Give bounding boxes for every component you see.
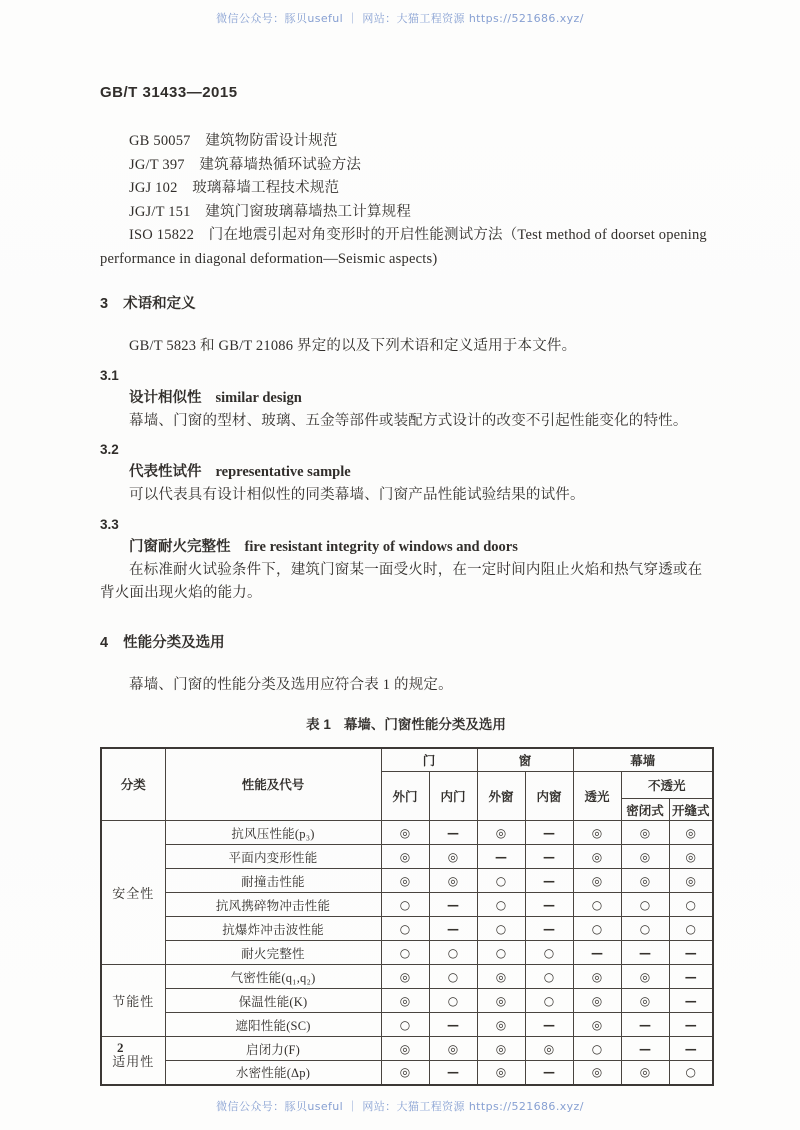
cell-symbol: ○ bbox=[573, 917, 621, 941]
term-3-2-title bbox=[100, 461, 712, 484]
row-label: 耐火完整性 bbox=[165, 941, 381, 965]
th-category: 分类 bbox=[101, 748, 165, 821]
cell-symbol: — bbox=[669, 1037, 713, 1061]
cell-symbol: ◎ bbox=[621, 845, 669, 869]
th-exterior-window: 外窗 bbox=[477, 772, 525, 821]
reference-item: JGJ 102 玻璃幕墙工程技术规范 bbox=[129, 180, 340, 196]
term-3-2-zh: 代表性试件 bbox=[129, 464, 202, 480]
row-label: 水密性能(Δp) bbox=[165, 1061, 381, 1085]
term-3-1-zh: 设计相似性 bbox=[129, 389, 202, 406]
cell-symbol: ◎ bbox=[621, 989, 669, 1013]
table-row bbox=[101, 989, 713, 1013]
term-3-3-number: 3.3 bbox=[100, 516, 119, 532]
cell-symbol: ○ bbox=[381, 893, 429, 917]
cell-symbol: ◎ bbox=[573, 989, 621, 1013]
page-content bbox=[100, 84, 712, 1086]
cell-symbol: ◎ bbox=[621, 1061, 669, 1085]
cell-symbol: — bbox=[525, 821, 573, 845]
reference-item: JGJ/T 151 建筑门窗玻璃幕墙热工计算规程 bbox=[129, 203, 412, 220]
cell-symbol: — bbox=[429, 917, 477, 941]
row-label: 平面内变形性能 bbox=[165, 845, 381, 869]
cell-symbol: — bbox=[669, 941, 713, 965]
cell-symbol: ◎ bbox=[477, 1061, 525, 1085]
section-4-heading bbox=[100, 632, 712, 655]
cell-symbol: — bbox=[669, 989, 713, 1013]
th-curtain-wall-group: 幕墙 bbox=[573, 748, 713, 772]
term-3-3-definition: 在标准耐火试验条件下，建筑门窗某一面受火时，在一定时间内阻止火焰和热气穿透或在背火面出现火焰的能力。 bbox=[100, 561, 703, 601]
cell-symbol: ◎ bbox=[573, 1013, 621, 1037]
watermark-top: 微信公众号：豚贝useful ｜ 网站：大猫工程资源 https://521686.xyz/ bbox=[216, 12, 584, 25]
th-translucent: 透光 bbox=[573, 772, 621, 821]
cell-symbol: ◎ bbox=[381, 1061, 429, 1085]
cell-symbol: ◎ bbox=[573, 1061, 621, 1085]
cell-symbol: ○ bbox=[477, 893, 525, 917]
term-3-3-zh: 门窗耐火完整性 bbox=[129, 538, 231, 555]
cell-symbol: — bbox=[525, 1061, 573, 1085]
row-label: 抗风压性能(p₃) bbox=[165, 821, 381, 845]
cell-symbol: ◎ bbox=[669, 821, 713, 845]
section-4-number: 4 bbox=[100, 634, 109, 651]
term-3-2-number: 3.2 bbox=[100, 442, 119, 457]
reference-item: ISO 15822 门在地震引起对角变形时的开启性能测试方法（Test method of doorset opening performance in diagonal deformation—Seismic aspects) bbox=[100, 227, 707, 267]
table-1-caption bbox=[100, 713, 712, 733]
reference-item: JG/T 397 建筑幕墙热循环试验方法 bbox=[129, 156, 362, 173]
cell-symbol: ○ bbox=[669, 1061, 713, 1085]
cell-symbol: ○ bbox=[381, 1013, 429, 1037]
cell-symbol: ◎ bbox=[573, 821, 621, 845]
category-energy-saving: 节能性 bbox=[101, 965, 165, 1037]
term-3-1-title bbox=[100, 387, 712, 410]
cell-symbol: ○ bbox=[429, 965, 477, 989]
row-label: 遮阳性能(SC) bbox=[165, 1013, 381, 1037]
category-applicability: 适用性 bbox=[101, 1037, 165, 1085]
cell-symbol: ○ bbox=[573, 893, 621, 917]
cell-symbol: — bbox=[669, 965, 713, 989]
table-row bbox=[101, 845, 713, 869]
cell-symbol: ○ bbox=[621, 917, 669, 941]
cell-symbol: ○ bbox=[381, 941, 429, 965]
cell-symbol: — bbox=[429, 1061, 477, 1085]
cell-symbol: — bbox=[621, 941, 669, 965]
term-3-2-en: representative sample bbox=[215, 464, 351, 480]
th-window-group: 窗 bbox=[477, 748, 573, 772]
cell-symbol: ◎ bbox=[573, 965, 621, 989]
th-opaque: 不透光 bbox=[621, 772, 713, 799]
cell-symbol: ○ bbox=[429, 941, 477, 965]
cell-symbol: ○ bbox=[477, 917, 525, 941]
table-row bbox=[101, 893, 713, 917]
row-label: 耐撞击性能 bbox=[165, 869, 381, 893]
table-row bbox=[101, 821, 713, 845]
cell-symbol: ◎ bbox=[669, 869, 713, 893]
cell-symbol: ◎ bbox=[477, 821, 525, 845]
cell-symbol: — bbox=[621, 1013, 669, 1037]
th-interior-door: 内门 bbox=[429, 772, 477, 821]
cell-symbol: ◎ bbox=[429, 869, 477, 893]
section-3-heading bbox=[100, 293, 712, 316]
term-3-1-definition: 幕墙、门窗的型材、玻璃、五金等部件或装配方式设计的改变不引起性能变化的特性。 bbox=[129, 412, 688, 429]
cell-symbol: — bbox=[429, 821, 477, 845]
cell-symbol: — bbox=[525, 869, 573, 893]
table-row bbox=[101, 1037, 713, 1061]
watermark-bottom: 微信公众号：豚贝useful ｜ 网站：大猫工程资源 https://521686.xyz/ bbox=[216, 1100, 584, 1113]
cell-symbol: ◎ bbox=[381, 1037, 429, 1061]
cell-symbol: ◎ bbox=[477, 1037, 525, 1061]
term-3-2-definition: 可以代表具有设计相似性的同类幕墙、门窗产品性能试验结果的试件。 bbox=[129, 487, 585, 503]
table-row bbox=[101, 917, 713, 941]
section-3-intro: GB/T 5823 和 GB/T 21086 界定的以及下列术语和定义适用于本文件。 bbox=[129, 338, 577, 354]
cell-symbol: ○ bbox=[573, 1037, 621, 1061]
term-3-1-number: 3.1 bbox=[100, 367, 119, 383]
table-1-caption-label: 表 1 bbox=[306, 717, 331, 732]
cell-symbol: ○ bbox=[381, 917, 429, 941]
row-label: 保温性能(K) bbox=[165, 989, 381, 1013]
row-label: 启闭力(F) bbox=[165, 1037, 381, 1061]
cell-symbol: ◎ bbox=[669, 845, 713, 869]
cell-symbol: ◎ bbox=[525, 1037, 573, 1061]
table-row bbox=[101, 965, 713, 989]
cell-symbol: — bbox=[525, 1013, 573, 1037]
table-1-caption-title: 幕墙、门窗性能分类及选用 bbox=[343, 717, 506, 732]
row-label: 抗爆炸冲击波性能 bbox=[165, 917, 381, 941]
cell-symbol: ◎ bbox=[477, 965, 525, 989]
cell-symbol: — bbox=[477, 845, 525, 869]
cell-symbol: ○ bbox=[621, 893, 669, 917]
th-open-joint-type: 开缝式 bbox=[669, 799, 713, 821]
row-label: 气密性能(q₁,q₂) bbox=[165, 965, 381, 989]
cell-symbol: — bbox=[525, 917, 573, 941]
cell-symbol: ○ bbox=[477, 941, 525, 965]
cell-symbol: ◎ bbox=[381, 869, 429, 893]
cell-symbol: ◎ bbox=[477, 1013, 525, 1037]
cell-symbol: — bbox=[525, 845, 573, 869]
cell-symbol: — bbox=[429, 1013, 477, 1037]
term-3-3-title bbox=[100, 536, 712, 559]
table-row bbox=[101, 869, 713, 893]
table-row bbox=[101, 1061, 713, 1085]
cell-symbol: ◎ bbox=[381, 989, 429, 1013]
category-safety: 安全性 bbox=[101, 821, 165, 965]
cell-symbol: — bbox=[429, 893, 477, 917]
reference-item: GB 50057 建筑物防雷设计规范 bbox=[129, 133, 338, 149]
cell-symbol: ◎ bbox=[429, 845, 477, 869]
table-row bbox=[101, 1013, 713, 1037]
cell-symbol: ◎ bbox=[573, 845, 621, 869]
cell-symbol: — bbox=[669, 1013, 713, 1037]
cell-symbol: ○ bbox=[525, 989, 573, 1013]
th-sealed-type: 密闭式 bbox=[621, 799, 669, 821]
cell-symbol: ○ bbox=[429, 989, 477, 1013]
cell-symbol: — bbox=[525, 893, 573, 917]
th-interior-window: 内窗 bbox=[525, 772, 573, 821]
table-1-performance-classification bbox=[100, 747, 714, 1086]
table-row bbox=[101, 941, 713, 965]
cell-symbol: ◎ bbox=[381, 845, 429, 869]
cell-symbol: ○ bbox=[477, 869, 525, 893]
page-number: 2 bbox=[117, 1040, 124, 1055]
row-label: 抗风携碎物冲击性能 bbox=[165, 893, 381, 917]
cell-symbol: ○ bbox=[669, 917, 713, 941]
cell-symbol: — bbox=[573, 941, 621, 965]
cell-symbol: ◎ bbox=[621, 965, 669, 989]
section-3-title: 术语和定义 bbox=[123, 296, 196, 312]
term-3-3-en: fire resistant integrity of windows and doors bbox=[244, 538, 518, 555]
normative-references-list bbox=[100, 130, 712, 271]
cell-symbol: — bbox=[621, 1037, 669, 1061]
cell-symbol: ◎ bbox=[573, 869, 621, 893]
cell-symbol: ◎ bbox=[381, 965, 429, 989]
th-exterior-door: 外门 bbox=[381, 772, 429, 821]
cell-symbol: ◎ bbox=[381, 821, 429, 845]
cell-symbol: ◎ bbox=[621, 869, 669, 893]
cell-symbol: ○ bbox=[525, 965, 573, 989]
cell-symbol: ◎ bbox=[621, 821, 669, 845]
cell-symbol: ◎ bbox=[429, 1037, 477, 1061]
section-4-title: 性能分类及选用 bbox=[123, 634, 225, 651]
section-3-number: 3 bbox=[100, 296, 109, 312]
th-door-group: 门 bbox=[381, 748, 477, 772]
cell-symbol: ◎ bbox=[477, 989, 525, 1013]
th-performance-and-code: 性能及代号 bbox=[165, 748, 381, 821]
term-3-1-en: similar design bbox=[215, 389, 302, 406]
cell-symbol: ○ bbox=[525, 941, 573, 965]
cell-symbol: ○ bbox=[669, 893, 713, 917]
standard-code: GB/T 31433—2015 bbox=[100, 84, 238, 101]
section-4-intro: 幕墙、门窗的性能分类及选用应符合表 1 的规定。 bbox=[129, 676, 453, 693]
